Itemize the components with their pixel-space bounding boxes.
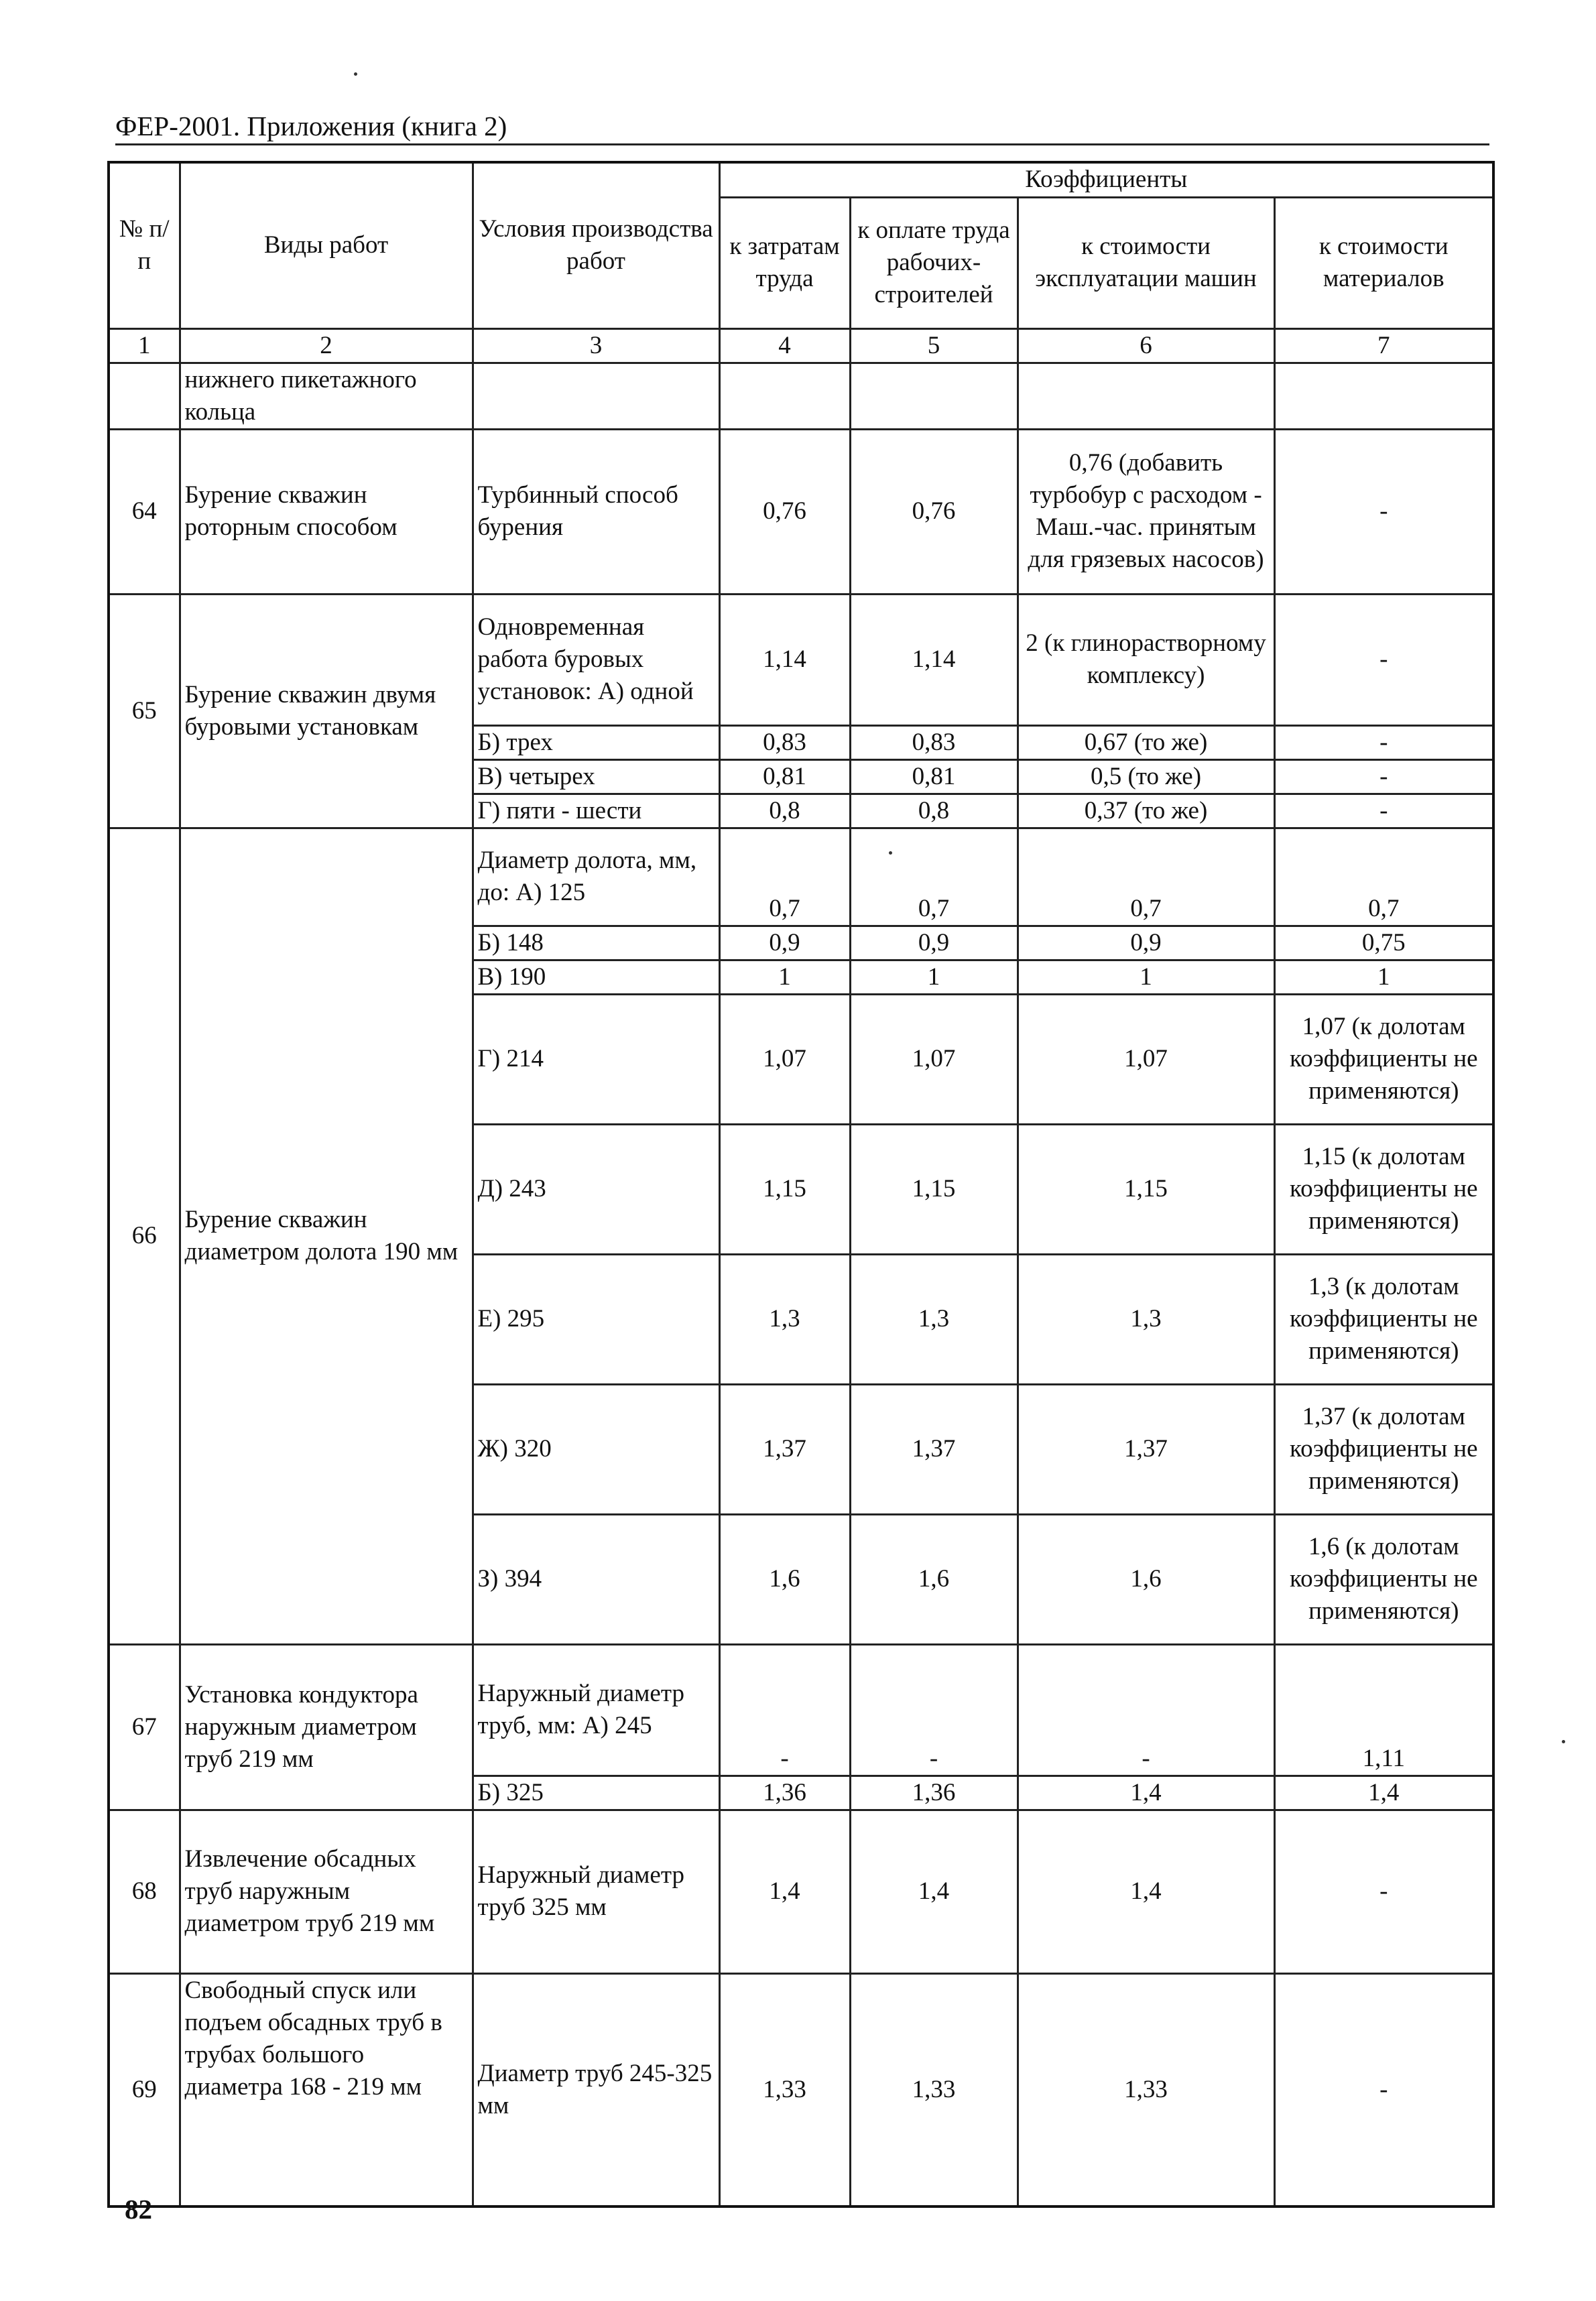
labor-cell: 1,15 [719,1124,850,1254]
pay-cell: 1,37 [850,1384,1018,1514]
table-row [109,1810,1493,1973]
labor-cell: 0,9 [719,926,850,960]
col-number: 3 [473,328,719,363]
col-header-labor: к затратам труда [719,197,850,328]
conditions-cell: Турбинный способ бурения [473,429,719,594]
scan-speck [1562,1740,1565,1743]
col-header-machines: к стоимости эксплуатации машин [1018,197,1274,328]
row-number: 68 [109,1810,180,1973]
col-number: 4 [719,328,850,363]
conditions-cell: Д) 243 [473,1124,719,1254]
works-cell: Установка кондуктора наружным диаметром труб 219 мм [180,1644,473,1810]
machines-cell: 1,07 [1018,994,1274,1124]
labor-cell: 1,6 [719,1514,850,1644]
labor-cell: 1,3 [719,1254,850,1384]
machines-cell: 1,3 [1018,1254,1274,1384]
conditions-cell: Наружный диаметр труб 325 мм [473,1810,719,1973]
materials-cell: 0,75 [1274,926,1493,960]
labor-cell: 1,14 [719,594,850,725]
machines-cell: 1,33 [1018,1973,1274,2206]
labor-cell: 1,4 [719,1810,850,1973]
materials-cell: - [1274,794,1493,828]
pay-cell: 1,07 [850,994,1018,1124]
materials-cell: 1,11 [1274,1644,1493,1776]
pay-cell: 1,15 [850,1124,1018,1254]
machines-cell: - [1018,1644,1274,1776]
machines-cell: 2 (к глинорастворному комплексу) [1018,594,1274,725]
materials-cell: 1,15 (к долотам коэффициенты не применяются) [1274,1124,1493,1254]
row-number: 65 [109,594,180,828]
pay-cell: 0,9 [850,926,1018,960]
conditions-cell: Диаметр долота, мм, до: А) 125 [473,828,719,926]
labor-cell: 0,76 [719,429,850,594]
labor-cell: 1,36 [719,1776,850,1810]
materials-cell: - [1274,1810,1493,1973]
labor-cell: 1,07 [719,994,850,1124]
labor-cell: 0,81 [719,759,850,794]
col-number: 6 [1018,328,1274,363]
row-number: 67 [109,1644,180,1810]
labor-cell: 0,83 [719,725,850,759]
conditions-cell: Б) 325 [473,1776,719,1810]
works-cell: Свободный спуск или подъем обсадных труб в трубах большого диаметра 168 - 219 мм [180,1973,473,2206]
labor-cell: 0,8 [719,794,850,828]
labor-cell: 0,7 [719,828,850,926]
table-row [109,363,1493,429]
col-header-pay: к оплате труда рабочих-строителей [850,197,1018,328]
works-cell: Бурение скважин роторным способом [180,429,473,594]
pay-cell: 1,3 [850,1254,1018,1384]
row-number: 69 [109,1973,180,2206]
works-cell: Бурение скважин диаметром долота 190 мм [180,828,473,1644]
col-header-materials: к стоимости материалов [1274,197,1493,328]
works-cell: Извлечение обсадных труб наружным диаметром труб 219 мм [180,1810,473,1973]
machines-cell: 1,4 [1018,1776,1274,1810]
pay-cell: 1,6 [850,1514,1018,1644]
conditions-cell: З) 394 [473,1514,719,1644]
materials-cell: - [1274,759,1493,794]
table-row [109,429,1493,594]
materials-cell: - [1274,594,1493,725]
table-row [109,828,1493,926]
col-header-num: № п/п [109,162,180,328]
machines-cell: 1,6 [1018,1514,1274,1644]
col-number: 2 [180,328,473,363]
conditions-cell: Диаметр труб 245-325 мм [473,1973,719,2206]
col-number: 7 [1274,328,1493,363]
machines-cell: 0,5 (то же) [1018,759,1274,794]
conditions-cell: Г) пяти - шести [473,794,719,828]
materials-cell: 1 [1274,960,1493,994]
machines-cell: 0,7 [1018,828,1274,926]
pay-cell: 1,36 [850,1776,1018,1810]
pay-cell: 0,8 [850,794,1018,828]
machines-cell: 1,37 [1018,1384,1274,1514]
machines-cell: 0,37 (то же) [1018,794,1274,828]
conditions-cell: Е) 295 [473,1254,719,1384]
col-number: 1 [109,328,180,363]
col-header-coefficients: Коэффициенты [719,162,1493,197]
materials-cell: 1,37 (к долотам коэффициенты не применяются) [1274,1384,1493,1514]
col-header-conditions: Условия производства работ [473,162,719,328]
works-cell: Бурение скважин двумя буровыми установкам [180,594,473,828]
labor-cell: 1 [719,960,850,994]
conditions-cell: Наружный диаметр труб, мм: А) 245 [473,1644,719,1776]
row-number: 66 [109,828,180,1644]
pay-cell: 1 [850,960,1018,994]
pay-cell: 1,14 [850,594,1018,725]
pay-cell: 1,4 [850,1810,1018,1973]
materials-cell: 0,7 [1274,828,1493,926]
machines-cell: 1,4 [1018,1810,1274,1973]
labor-cell: 1,33 [719,1973,850,2206]
pay-cell: 0,7 [850,828,1018,926]
materials-cell: - [1274,429,1493,594]
materials-cell: 1,3 (к долотам коэффициенты не применяются) [1274,1254,1493,1384]
col-number: 5 [850,328,1018,363]
conditions-cell: Б) трех [473,725,719,759]
labor-cell: 1,37 [719,1384,850,1514]
labor-cell: - [719,1644,850,1776]
table-row [109,1644,1493,1776]
table-row [109,594,1493,725]
materials-cell: 1,07 (к долотам коэффициенты не применяются) [1274,994,1493,1124]
materials-cell: 1,6 (к долотам коэффициенты не применяются) [1274,1514,1493,1644]
pay-cell: 0,81 [850,759,1018,794]
machines-cell: 1,15 [1018,1124,1274,1254]
machines-cell: 1 [1018,960,1274,994]
row-number: 64 [109,429,180,594]
materials-cell: - [1274,1973,1493,2206]
conditions-cell: Ж) 320 [473,1384,719,1514]
coefficients-table [107,161,1495,2208]
page-number: 82 [125,2194,152,2225]
conditions-cell: Б) 148 [473,926,719,960]
machines-cell: 0,67 (то же) [1018,725,1274,759]
machines-cell: 0,9 [1018,926,1274,960]
conditions-cell: Г) 214 [473,994,719,1124]
pay-cell: 0,76 [850,429,1018,594]
pay-cell: 1,33 [850,1973,1018,2206]
materials-cell: 1,4 [1274,1776,1493,1810]
machines-cell: 0,76 (добавить турбобур с расходом - Маш.-час. принятым для грязевых насосов) [1018,429,1274,594]
conditions-cell: В) 190 [473,960,719,994]
materials-cell: - [1274,725,1493,759]
table-row [109,1973,1493,2206]
scan-speck [354,72,357,76]
pay-cell: 0,83 [850,725,1018,759]
conditions-cell: Одновременная работа буровых установок: А) одной [473,594,719,725]
col-header-works: Виды работ [180,162,473,328]
conditions-cell: В) четырех [473,759,719,794]
pay-cell: - [850,1644,1018,1776]
works-cell: нижнего пикетажного кольца [180,363,473,429]
page-header: ФЕР-2001. Приложения (книга 2) [115,109,1489,145]
